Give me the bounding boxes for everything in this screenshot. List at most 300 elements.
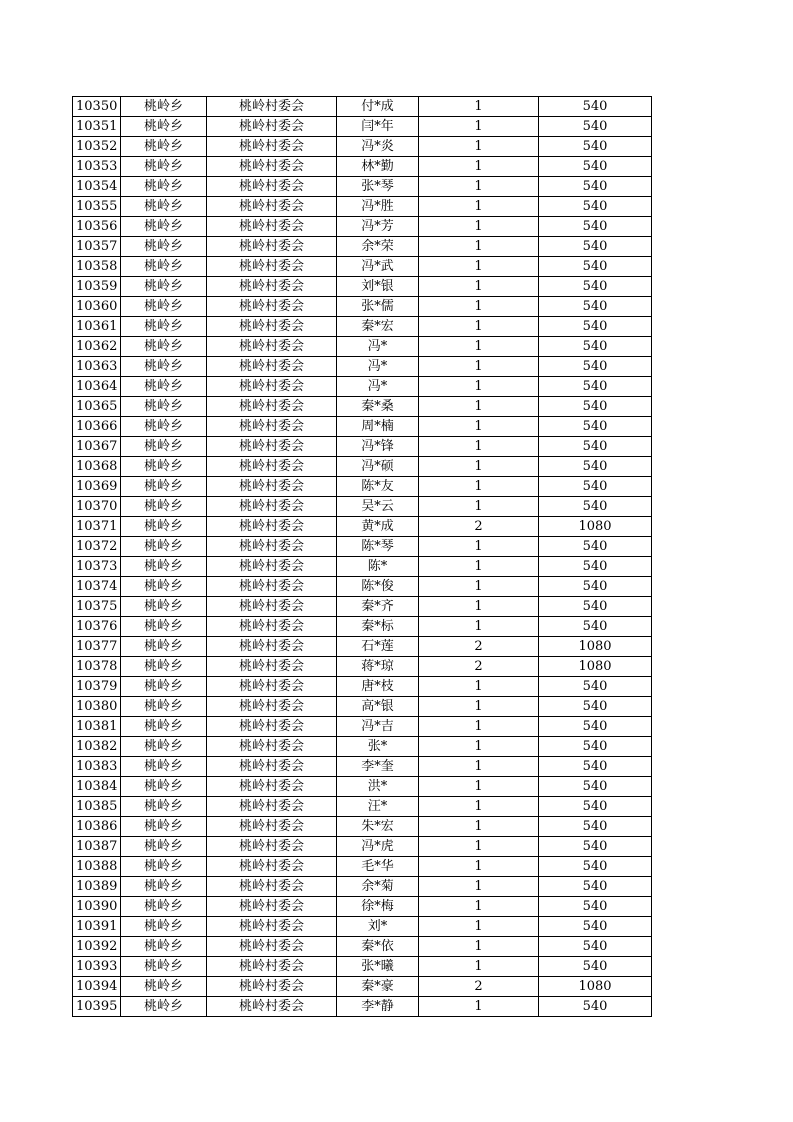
table-row — [73, 337, 652, 357]
cell-person-name: 秦*豪 — [337, 977, 419, 997]
cell-village-committee: 桃岭村委会 — [207, 277, 337, 297]
cell-count: 1 — [419, 737, 539, 757]
cell-township: 桃岭乡 — [121, 337, 207, 357]
cell-count: 1 — [419, 497, 539, 517]
cell-count: 1 — [419, 857, 539, 877]
cell-person-name: 徐*梅 — [337, 897, 419, 917]
cell-person-name: 高*银 — [337, 697, 419, 717]
cell-serial-number: 10378 — [73, 657, 121, 677]
table-row — [73, 957, 652, 977]
cell-township: 桃岭乡 — [121, 517, 207, 537]
cell-township: 桃岭乡 — [121, 197, 207, 217]
cell-village-committee: 桃岭村委会 — [207, 197, 337, 217]
table-row — [73, 277, 652, 297]
cell-count: 1 — [419, 437, 539, 457]
cell-amount: 540 — [539, 777, 652, 797]
cell-count: 1 — [419, 217, 539, 237]
table-row — [73, 157, 652, 177]
cell-township: 桃岭乡 — [121, 137, 207, 157]
cell-village-committee: 桃岭村委会 — [207, 917, 337, 937]
cell-township: 桃岭乡 — [121, 497, 207, 517]
cell-person-name: 冯*硕 — [337, 457, 419, 477]
cell-person-name: 陈*俊 — [337, 577, 419, 597]
cell-township: 桃岭乡 — [121, 397, 207, 417]
cell-person-name: 汪* — [337, 797, 419, 817]
cell-village-committee: 桃岭村委会 — [207, 857, 337, 877]
cell-village-committee: 桃岭村委会 — [207, 937, 337, 957]
table-row — [73, 557, 652, 577]
cell-count: 2 — [419, 657, 539, 677]
table-row — [73, 797, 652, 817]
cell-village-committee: 桃岭村委会 — [207, 977, 337, 997]
table-row — [73, 977, 652, 997]
cell-village-committee: 桃岭村委会 — [207, 117, 337, 137]
cell-serial-number: 10388 — [73, 857, 121, 877]
cell-count: 1 — [419, 277, 539, 297]
table-row — [73, 397, 652, 417]
table-row — [73, 997, 652, 1017]
cell-village-committee: 桃岭村委会 — [207, 637, 337, 657]
cell-serial-number: 10389 — [73, 877, 121, 897]
table-row — [73, 377, 652, 397]
cell-person-name: 张* — [337, 737, 419, 757]
table-row — [73, 717, 652, 737]
cell-amount: 540 — [539, 457, 652, 477]
cell-count: 1 — [419, 917, 539, 937]
table-row — [73, 297, 652, 317]
table-row — [73, 917, 652, 937]
cell-village-committee: 桃岭村委会 — [207, 257, 337, 277]
cell-amount: 540 — [539, 717, 652, 737]
cell-amount: 540 — [539, 697, 652, 717]
cell-village-committee: 桃岭村委会 — [207, 357, 337, 377]
cell-amount: 540 — [539, 397, 652, 417]
cell-village-committee: 桃岭村委会 — [207, 497, 337, 517]
cell-person-name: 刘* — [337, 917, 419, 937]
cell-person-name: 张*曦 — [337, 957, 419, 977]
cell-person-name: 刘*银 — [337, 277, 419, 297]
cell-amount: 540 — [539, 97, 652, 117]
cell-amount: 540 — [539, 557, 652, 577]
cell-village-committee: 桃岭村委会 — [207, 897, 337, 917]
table-row — [73, 237, 652, 257]
cell-count: 1 — [419, 417, 539, 437]
cell-township: 桃岭乡 — [121, 937, 207, 957]
cell-person-name: 余*菊 — [337, 877, 419, 897]
cell-count: 2 — [419, 517, 539, 537]
cell-township: 桃岭乡 — [121, 897, 207, 917]
cell-person-name: 冯*锋 — [337, 437, 419, 457]
cell-count: 1 — [419, 877, 539, 897]
cell-amount: 540 — [539, 997, 652, 1017]
cell-village-committee: 桃岭村委会 — [207, 477, 337, 497]
cell-township: 桃岭乡 — [121, 417, 207, 437]
cell-count: 1 — [419, 757, 539, 777]
cell-count: 1 — [419, 457, 539, 477]
cell-person-name: 蒋*琼 — [337, 657, 419, 677]
table-row — [73, 537, 652, 557]
cell-township: 桃岭乡 — [121, 837, 207, 857]
cell-count: 2 — [419, 637, 539, 657]
cell-amount: 540 — [539, 917, 652, 937]
table-row — [73, 777, 652, 797]
cell-person-name: 冯*炎 — [337, 137, 419, 157]
cell-person-name: 李*静 — [337, 997, 419, 1017]
cell-village-committee: 桃岭村委会 — [207, 177, 337, 197]
cell-amount: 540 — [539, 477, 652, 497]
cell-person-name: 秦*依 — [337, 937, 419, 957]
cell-amount: 540 — [539, 437, 652, 457]
cell-township: 桃岭乡 — [121, 377, 207, 397]
cell-count: 1 — [419, 897, 539, 917]
cell-amount: 540 — [539, 857, 652, 877]
cell-person-name: 周*楠 — [337, 417, 419, 437]
cell-person-name: 张*琴 — [337, 177, 419, 197]
cell-township: 桃岭乡 — [121, 477, 207, 497]
cell-serial-number: 10383 — [73, 757, 121, 777]
table-row — [73, 737, 652, 757]
cell-serial-number: 10371 — [73, 517, 121, 537]
table-row — [73, 177, 652, 197]
cell-township: 桃岭乡 — [121, 537, 207, 557]
cell-village-committee: 桃岭村委会 — [207, 217, 337, 237]
cell-amount: 540 — [539, 877, 652, 897]
cell-count: 1 — [419, 837, 539, 857]
cell-township: 桃岭乡 — [121, 997, 207, 1017]
cell-village-committee: 桃岭村委会 — [207, 597, 337, 617]
cell-township: 桃岭乡 — [121, 437, 207, 457]
cell-amount: 540 — [539, 357, 652, 377]
cell-count: 1 — [419, 697, 539, 717]
cell-amount: 540 — [539, 737, 652, 757]
cell-amount: 540 — [539, 797, 652, 817]
cell-serial-number: 10370 — [73, 497, 121, 517]
cell-township: 桃岭乡 — [121, 877, 207, 897]
cell-township: 桃岭乡 — [121, 577, 207, 597]
cell-count: 1 — [419, 177, 539, 197]
cell-township: 桃岭乡 — [121, 277, 207, 297]
table-row — [73, 457, 652, 477]
cell-person-name: 冯*芳 — [337, 217, 419, 237]
cell-count: 1 — [419, 317, 539, 337]
cell-person-name: 石*莲 — [337, 637, 419, 657]
cell-village-committee: 桃岭村委会 — [207, 397, 337, 417]
cell-person-name: 秦*齐 — [337, 597, 419, 617]
table-row — [73, 417, 652, 437]
table-row — [73, 597, 652, 617]
table-row — [73, 477, 652, 497]
cell-serial-number: 10376 — [73, 617, 121, 637]
cell-village-committee: 桃岭村委会 — [207, 577, 337, 597]
cell-serial-number: 10375 — [73, 597, 121, 617]
cell-person-name: 付*成 — [337, 97, 419, 117]
cell-amount: 540 — [539, 297, 652, 317]
cell-serial-number: 10393 — [73, 957, 121, 977]
cell-township: 桃岭乡 — [121, 777, 207, 797]
cell-township: 桃岭乡 — [121, 457, 207, 477]
cell-amount: 540 — [539, 317, 652, 337]
cell-village-committee: 桃岭村委会 — [207, 97, 337, 117]
cell-amount: 540 — [539, 217, 652, 237]
cell-person-name: 毛*华 — [337, 857, 419, 877]
cell-village-committee: 桃岭村委会 — [207, 297, 337, 317]
table-row — [73, 197, 652, 217]
cell-serial-number: 10363 — [73, 357, 121, 377]
cell-serial-number: 10368 — [73, 457, 121, 477]
cell-serial-number: 10351 — [73, 117, 121, 137]
cell-amount: 540 — [539, 197, 652, 217]
cell-amount: 540 — [539, 817, 652, 837]
cell-township: 桃岭乡 — [121, 97, 207, 117]
table-row — [73, 317, 652, 337]
table-row — [73, 217, 652, 237]
cell-count: 1 — [419, 137, 539, 157]
table-row — [73, 257, 652, 277]
cell-serial-number: 10362 — [73, 337, 121, 357]
cell-count: 1 — [419, 557, 539, 577]
cell-village-committee: 桃岭村委会 — [207, 337, 337, 357]
cell-village-committee: 桃岭村委会 — [207, 137, 337, 157]
roster-body — [73, 97, 652, 1017]
cell-village-committee: 桃岭村委会 — [207, 717, 337, 737]
cell-person-name: 冯*吉 — [337, 717, 419, 737]
table-row — [73, 677, 652, 697]
cell-count: 1 — [419, 817, 539, 837]
cell-township: 桃岭乡 — [121, 157, 207, 177]
cell-township: 桃岭乡 — [121, 357, 207, 377]
cell-township: 桃岭乡 — [121, 297, 207, 317]
table-row — [73, 657, 652, 677]
cell-township: 桃岭乡 — [121, 957, 207, 977]
cell-amount: 540 — [539, 617, 652, 637]
cell-count: 1 — [419, 597, 539, 617]
cell-amount: 540 — [539, 537, 652, 557]
cell-amount: 540 — [539, 177, 652, 197]
cell-village-committee: 桃岭村委会 — [207, 537, 337, 557]
cell-serial-number: 10372 — [73, 537, 121, 557]
table-row — [73, 837, 652, 857]
cell-count: 1 — [419, 797, 539, 817]
cell-township: 桃岭乡 — [121, 677, 207, 697]
cell-amount: 540 — [539, 257, 652, 277]
cell-village-committee: 桃岭村委会 — [207, 777, 337, 797]
cell-amount: 540 — [539, 937, 652, 957]
cell-amount: 540 — [539, 957, 652, 977]
cell-serial-number: 10367 — [73, 437, 121, 457]
cell-village-committee: 桃岭村委会 — [207, 877, 337, 897]
cell-village-committee: 桃岭村委会 — [207, 817, 337, 837]
cell-township: 桃岭乡 — [121, 817, 207, 837]
cell-amount: 540 — [539, 497, 652, 517]
table-row — [73, 97, 652, 117]
cell-count: 1 — [419, 297, 539, 317]
cell-amount: 540 — [539, 837, 652, 857]
cell-person-name: 冯*胜 — [337, 197, 419, 217]
cell-village-committee: 桃岭村委会 — [207, 797, 337, 817]
cell-serial-number: 10394 — [73, 977, 121, 997]
cell-township: 桃岭乡 — [121, 237, 207, 257]
cell-amount: 540 — [539, 897, 652, 917]
cell-serial-number: 10353 — [73, 157, 121, 177]
cell-person-name: 冯* — [337, 377, 419, 397]
cell-count: 1 — [419, 97, 539, 117]
cell-count: 1 — [419, 237, 539, 257]
cell-person-name: 秦*标 — [337, 617, 419, 637]
table-row — [73, 437, 652, 457]
cell-township: 桃岭乡 — [121, 697, 207, 717]
cell-serial-number: 10350 — [73, 97, 121, 117]
cell-count: 1 — [419, 117, 539, 137]
cell-serial-number: 10395 — [73, 997, 121, 1017]
cell-village-committee: 桃岭村委会 — [207, 617, 337, 637]
table-row — [73, 697, 652, 717]
cell-village-committee: 桃岭村委会 — [207, 317, 337, 337]
cell-township: 桃岭乡 — [121, 317, 207, 337]
cell-serial-number: 10381 — [73, 717, 121, 737]
cell-serial-number: 10392 — [73, 937, 121, 957]
table-row — [73, 117, 652, 137]
table-row — [73, 577, 652, 597]
cell-township: 桃岭乡 — [121, 857, 207, 877]
cell-serial-number: 10365 — [73, 397, 121, 417]
cell-township: 桃岭乡 — [121, 597, 207, 617]
cell-person-name: 陈*琴 — [337, 537, 419, 557]
cell-amount: 540 — [539, 237, 652, 257]
cell-serial-number: 10384 — [73, 777, 121, 797]
cell-township: 桃岭乡 — [121, 657, 207, 677]
cell-township: 桃岭乡 — [121, 797, 207, 817]
cell-person-name: 李*奎 — [337, 757, 419, 777]
cell-serial-number: 10366 — [73, 417, 121, 437]
cell-amount: 540 — [539, 757, 652, 777]
cell-township: 桃岭乡 — [121, 717, 207, 737]
cell-village-committee: 桃岭村委会 — [207, 997, 337, 1017]
cell-township: 桃岭乡 — [121, 177, 207, 197]
cell-person-name: 冯*武 — [337, 257, 419, 277]
cell-township: 桃岭乡 — [121, 637, 207, 657]
cell-village-committee: 桃岭村委会 — [207, 757, 337, 777]
subsidy-roster-table — [72, 96, 652, 1017]
cell-person-name: 陈*友 — [337, 477, 419, 497]
cell-township: 桃岭乡 — [121, 117, 207, 137]
cell-township: 桃岭乡 — [121, 557, 207, 577]
cell-amount: 1080 — [539, 977, 652, 997]
table-row — [73, 137, 652, 157]
cell-amount: 540 — [539, 377, 652, 397]
cell-count: 2 — [419, 977, 539, 997]
cell-township: 桃岭乡 — [121, 217, 207, 237]
cell-person-name: 冯*虎 — [337, 837, 419, 857]
cell-township: 桃岭乡 — [121, 257, 207, 277]
cell-serial-number: 10369 — [73, 477, 121, 497]
cell-person-name: 张*儒 — [337, 297, 419, 317]
table-row — [73, 877, 652, 897]
cell-amount: 1080 — [539, 517, 652, 537]
cell-village-committee: 桃岭村委会 — [207, 837, 337, 857]
cell-amount: 540 — [539, 277, 652, 297]
cell-person-name: 秦*宏 — [337, 317, 419, 337]
cell-serial-number: 10354 — [73, 177, 121, 197]
cell-serial-number: 10377 — [73, 637, 121, 657]
cell-village-committee: 桃岭村委会 — [207, 737, 337, 757]
table-row — [73, 357, 652, 377]
cell-amount: 540 — [539, 117, 652, 137]
cell-count: 1 — [419, 537, 539, 557]
cell-person-name: 吴*云 — [337, 497, 419, 517]
cell-amount: 540 — [539, 677, 652, 697]
cell-serial-number: 10352 — [73, 137, 121, 157]
cell-person-name: 朱*宏 — [337, 817, 419, 837]
cell-village-committee: 桃岭村委会 — [207, 657, 337, 677]
cell-amount: 540 — [539, 597, 652, 617]
cell-amount: 1080 — [539, 637, 652, 657]
cell-amount: 1080 — [539, 657, 652, 677]
cell-township: 桃岭乡 — [121, 977, 207, 997]
cell-person-name: 余*荣 — [337, 237, 419, 257]
cell-serial-number: 10391 — [73, 917, 121, 937]
cell-village-committee: 桃岭村委会 — [207, 437, 337, 457]
cell-serial-number: 10357 — [73, 237, 121, 257]
table-row — [73, 517, 652, 537]
cell-township: 桃岭乡 — [121, 757, 207, 777]
cell-person-name: 秦*桑 — [337, 397, 419, 417]
cell-township: 桃岭乡 — [121, 617, 207, 637]
cell-serial-number: 10360 — [73, 297, 121, 317]
cell-village-committee: 桃岭村委会 — [207, 697, 337, 717]
cell-person-name: 黄*成 — [337, 517, 419, 537]
cell-village-committee: 桃岭村委会 — [207, 417, 337, 437]
cell-count: 1 — [419, 477, 539, 497]
cell-person-name: 唐*枝 — [337, 677, 419, 697]
table-row — [73, 897, 652, 917]
cell-amount: 540 — [539, 337, 652, 357]
cell-person-name: 冯* — [337, 337, 419, 357]
cell-count: 1 — [419, 377, 539, 397]
cell-count: 1 — [419, 777, 539, 797]
table-row — [73, 937, 652, 957]
cell-count: 1 — [419, 197, 539, 217]
cell-serial-number: 10386 — [73, 817, 121, 837]
cell-person-name: 闫*年 — [337, 117, 419, 137]
cell-township: 桃岭乡 — [121, 737, 207, 757]
cell-serial-number: 10382 — [73, 737, 121, 757]
cell-serial-number: 10373 — [73, 557, 121, 577]
cell-village-committee: 桃岭村委会 — [207, 517, 337, 537]
cell-township: 桃岭乡 — [121, 917, 207, 937]
cell-serial-number: 10374 — [73, 577, 121, 597]
cell-count: 1 — [419, 957, 539, 977]
cell-serial-number: 10390 — [73, 897, 121, 917]
cell-count: 1 — [419, 677, 539, 697]
cell-count: 1 — [419, 937, 539, 957]
cell-serial-number: 10380 — [73, 697, 121, 717]
cell-serial-number: 10355 — [73, 197, 121, 217]
cell-amount: 540 — [539, 417, 652, 437]
cell-person-name: 林*勤 — [337, 157, 419, 177]
cell-count: 1 — [419, 577, 539, 597]
cell-amount: 540 — [539, 157, 652, 177]
cell-person-name: 陈* — [337, 557, 419, 577]
cell-village-committee: 桃岭村委会 — [207, 237, 337, 257]
cell-village-committee: 桃岭村委会 — [207, 957, 337, 977]
cell-serial-number: 10364 — [73, 377, 121, 397]
cell-count: 1 — [419, 617, 539, 637]
cell-serial-number: 10361 — [73, 317, 121, 337]
cell-count: 1 — [419, 397, 539, 417]
cell-serial-number: 10387 — [73, 837, 121, 857]
cell-serial-number: 10356 — [73, 217, 121, 237]
cell-count: 1 — [419, 337, 539, 357]
